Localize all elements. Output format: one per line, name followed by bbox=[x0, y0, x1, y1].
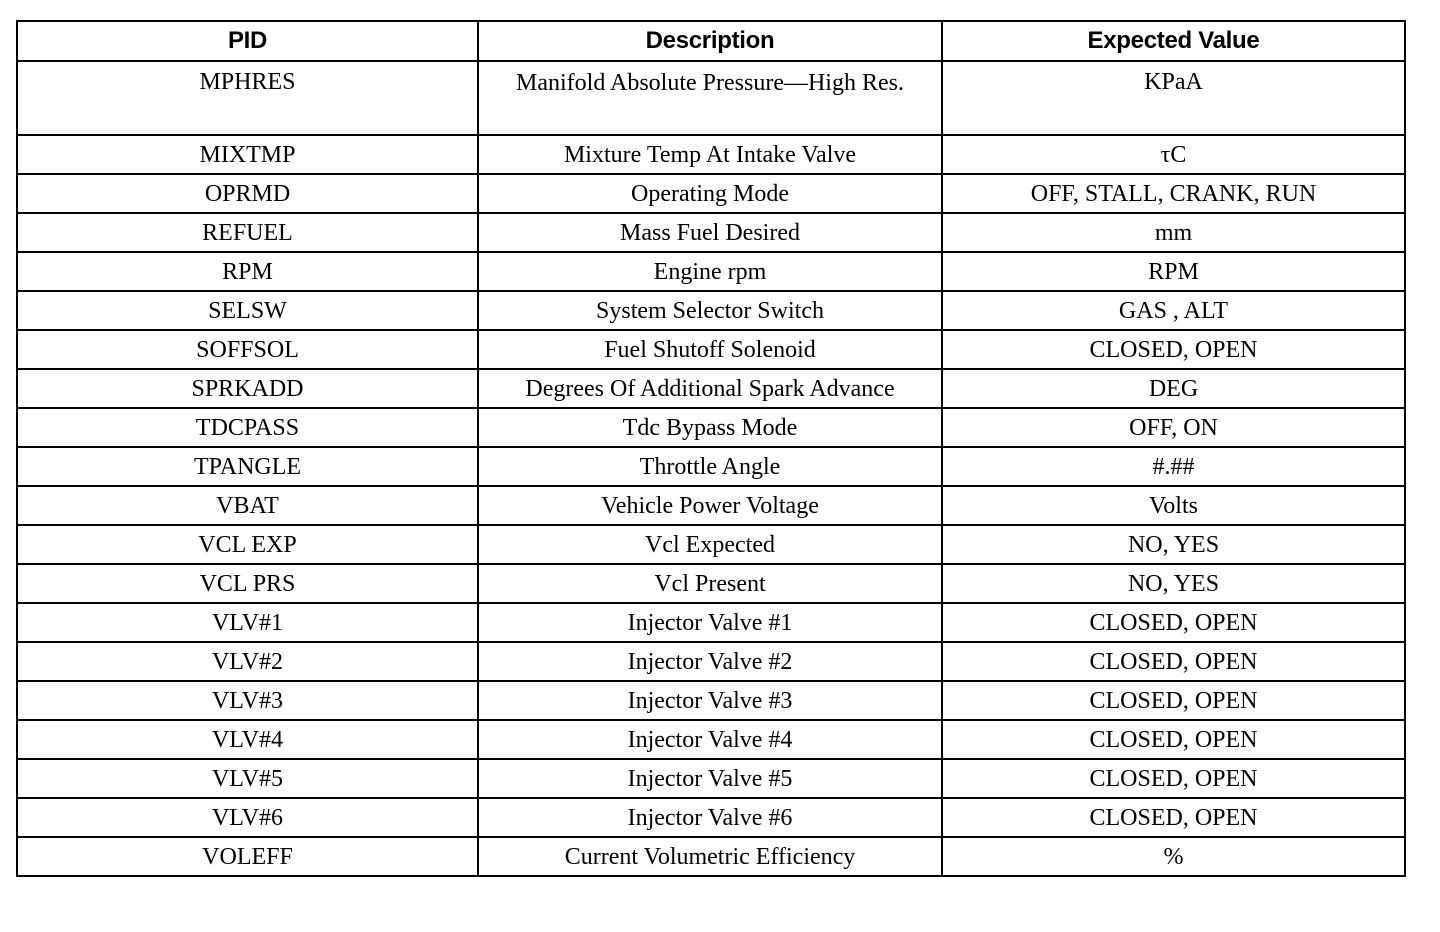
pid-cell: VLV#5 bbox=[17, 759, 478, 798]
expected-value-cell: τC bbox=[942, 135, 1405, 174]
header-description: Description bbox=[478, 21, 942, 61]
pid-cell: MPHRES bbox=[17, 61, 478, 135]
table-row bbox=[17, 837, 1405, 876]
expected-value-cell: CLOSED, OPEN bbox=[942, 759, 1405, 798]
table-row bbox=[17, 603, 1405, 642]
expected-value-cell: % bbox=[942, 837, 1405, 876]
pid-cell: VBAT bbox=[17, 486, 478, 525]
table-row bbox=[17, 720, 1405, 759]
table-row bbox=[17, 564, 1405, 603]
expected-value-cell: CLOSED, OPEN bbox=[942, 603, 1405, 642]
table-header bbox=[17, 21, 1405, 61]
description-cell: Engine rpm bbox=[478, 252, 942, 291]
description-cell: System Selector Switch bbox=[478, 291, 942, 330]
header-row bbox=[17, 21, 1405, 61]
expected-value-cell: Volts bbox=[942, 486, 1405, 525]
description-cell: Vcl Present bbox=[478, 564, 942, 603]
description-cell: Injector Valve #1 bbox=[478, 603, 942, 642]
pid-cell: VOLEFF bbox=[17, 837, 478, 876]
description-cell: Injector Valve #4 bbox=[478, 720, 942, 759]
description-cell: Current Volumetric Efficiency bbox=[478, 837, 942, 876]
description-cell: Injector Valve #5 bbox=[478, 759, 942, 798]
description-cell: Manifold Absolute Pressure—High Res. bbox=[478, 61, 942, 135]
table-row bbox=[17, 61, 1405, 135]
table-row bbox=[17, 447, 1405, 486]
pid-cell: VLV#2 bbox=[17, 642, 478, 681]
description-cell: Degrees Of Additional Spark Advance bbox=[478, 369, 942, 408]
pid-cell: TDCPASS bbox=[17, 408, 478, 447]
expected-value-cell: RPM bbox=[942, 252, 1405, 291]
table-row bbox=[17, 525, 1405, 564]
table-row bbox=[17, 408, 1405, 447]
pid-cell: OPRMD bbox=[17, 174, 478, 213]
table-row bbox=[17, 252, 1405, 291]
pid-cell: VLV#1 bbox=[17, 603, 478, 642]
pid-cell: VLV#4 bbox=[17, 720, 478, 759]
expected-value-cell: DEG bbox=[942, 369, 1405, 408]
expected-value-cell: CLOSED, OPEN bbox=[942, 330, 1405, 369]
table-row bbox=[17, 486, 1405, 525]
expected-value-cell: GAS , ALT bbox=[942, 291, 1405, 330]
table-row bbox=[17, 642, 1405, 681]
expected-value-cell: NO, YES bbox=[942, 564, 1405, 603]
expected-value-cell: CLOSED, OPEN bbox=[942, 720, 1405, 759]
pid-cell: MIXTMP bbox=[17, 135, 478, 174]
description-cell: Operating Mode bbox=[478, 174, 942, 213]
pid-cell: VCL PRS bbox=[17, 564, 478, 603]
description-cell: Throttle Angle bbox=[478, 447, 942, 486]
pid-cell: TPANGLE bbox=[17, 447, 478, 486]
description-cell: Injector Valve #2 bbox=[478, 642, 942, 681]
description-cell: Injector Valve #6 bbox=[478, 798, 942, 837]
expected-value-cell: mm bbox=[942, 213, 1405, 252]
expected-value-cell: #.## bbox=[942, 447, 1405, 486]
table-row bbox=[17, 681, 1405, 720]
table-row bbox=[17, 369, 1405, 408]
expected-value-cell: KPaA bbox=[942, 61, 1405, 135]
description-cell: Fuel Shutoff Solenoid bbox=[478, 330, 942, 369]
description-cell: Vcl Expected bbox=[478, 525, 942, 564]
pid-cell: VLV#3 bbox=[17, 681, 478, 720]
description-cell: Tdc Bypass Mode bbox=[478, 408, 942, 447]
description-cell: Mass Fuel Desired bbox=[478, 213, 942, 252]
expected-value-cell: CLOSED, OPEN bbox=[942, 798, 1405, 837]
table-row bbox=[17, 174, 1405, 213]
pid-cell: SOFFSOL bbox=[17, 330, 478, 369]
pid-table bbox=[16, 20, 1406, 877]
expected-value-cell: CLOSED, OPEN bbox=[942, 642, 1405, 681]
expected-value-cell: OFF, ON bbox=[942, 408, 1405, 447]
pid-cell: VCL EXP bbox=[17, 525, 478, 564]
description-cell: Injector Valve #3 bbox=[478, 681, 942, 720]
pid-cell: REFUEL bbox=[17, 213, 478, 252]
table-row bbox=[17, 135, 1405, 174]
description-cell: Mixture Temp At Intake Valve bbox=[478, 135, 942, 174]
table-row bbox=[17, 330, 1405, 369]
expected-value-cell: OFF, STALL, CRANK, RUN bbox=[942, 174, 1405, 213]
description-cell: Vehicle Power Voltage bbox=[478, 486, 942, 525]
table-row bbox=[17, 291, 1405, 330]
table-body bbox=[17, 61, 1405, 876]
expected-value-cell: CLOSED, OPEN bbox=[942, 681, 1405, 720]
header-pid: PID bbox=[17, 21, 478, 61]
pid-cell: SELSW bbox=[17, 291, 478, 330]
pid-cell: RPM bbox=[17, 252, 478, 291]
pid-cell: VLV#6 bbox=[17, 798, 478, 837]
pid-cell: SPRKADD bbox=[17, 369, 478, 408]
header-expected-value: Expected Value bbox=[942, 21, 1405, 61]
table-row bbox=[17, 759, 1405, 798]
expected-value-cell: NO, YES bbox=[942, 525, 1405, 564]
table-row bbox=[17, 798, 1405, 837]
table-row bbox=[17, 213, 1405, 252]
